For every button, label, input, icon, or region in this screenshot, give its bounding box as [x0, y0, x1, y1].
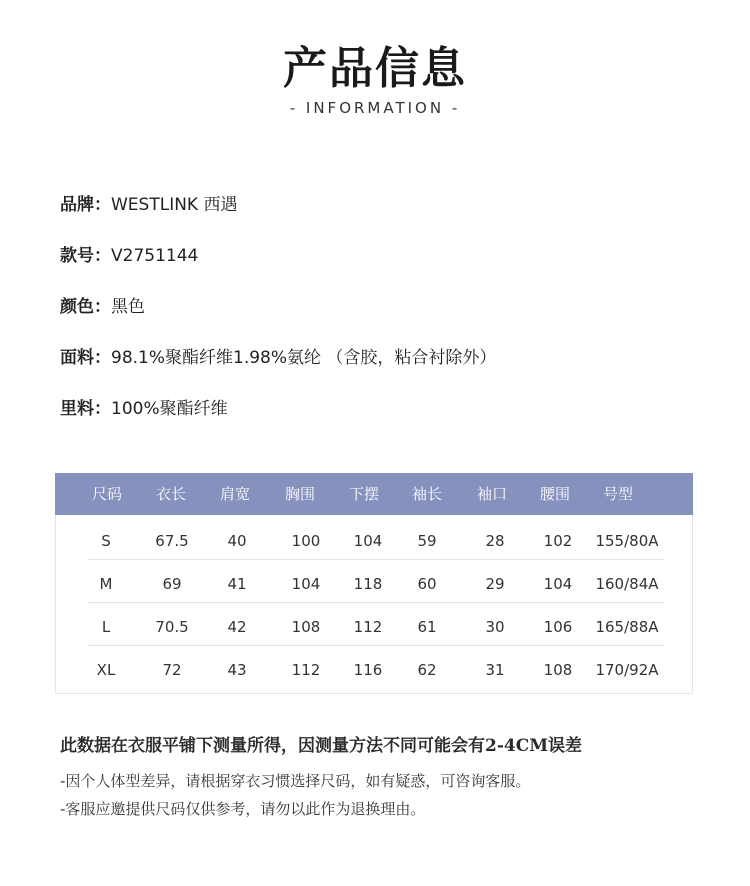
info-fabric-value: 98.1%聚酯纤维1.98%氨纶 （含胶，粘合衬除外） [111, 348, 497, 368]
table-cell: M [99, 575, 113, 593]
table-cell: 30 [485, 618, 505, 636]
table-cell: 41 [227, 575, 247, 593]
table-cell: 165/88A [595, 618, 659, 636]
header-fit-code: 号型 [602, 485, 633, 503]
table-cell: S [101, 532, 111, 550]
table-cell: 69 [162, 575, 182, 593]
header-size: 尺码 [91, 485, 122, 503]
table-cell: L [101, 618, 111, 636]
table-cell: 104 [353, 532, 383, 550]
info-color-value: 黑色 [111, 297, 145, 317]
header-waist: 腰围 [539, 485, 570, 503]
table-cell: 102 [543, 532, 573, 550]
table-cell: 100 [291, 532, 321, 550]
table-cell: 104 [291, 575, 321, 593]
header-shoulder: 肩宽 [219, 485, 250, 503]
info-brand [60, 194, 237, 216]
table-cell: 106 [543, 618, 573, 636]
table-cell: 104 [543, 575, 573, 593]
note-line-fit: -因个人体型差异，请根据穿衣习惯选择尺码，如有疑惑，可咨询客服。 [60, 772, 531, 790]
info-lining [60, 398, 228, 420]
header-sleeve-length: 袖长 [411, 485, 442, 503]
table-cell: 72 [162, 661, 182, 679]
info-color-label: 颜色： [60, 297, 111, 317]
table-cell: 160/84A [595, 575, 659, 593]
table-cell: 70.5 [155, 618, 189, 636]
table-row [88, 603, 664, 646]
table-cell: 28 [485, 532, 505, 550]
info-style-number-value: V2751144 [111, 246, 199, 266]
table-cell: 108 [291, 618, 321, 636]
header-cuff: 袖口 [476, 485, 507, 503]
size-table-header [55, 473, 693, 515]
size-table [55, 473, 693, 694]
info-fabric-label: 面料： [60, 348, 111, 368]
table-cell: XL [96, 661, 116, 679]
measurement-note: 此数据在衣服平铺下测量所得，因测量方法不同可能会有2-4CM误差 [60, 736, 583, 756]
table-cell: 118 [353, 575, 383, 593]
table-cell: 43 [227, 661, 247, 679]
table-cell: 170/92A [595, 661, 659, 679]
table-cell: 29 [485, 575, 505, 593]
header-chest: 胸围 [284, 485, 315, 503]
info-style-number [60, 245, 198, 267]
header-length: 衣长 [155, 485, 186, 503]
table-cell: 60 [417, 575, 437, 593]
info-lining-value: 100%聚酯纤维 [111, 399, 228, 419]
table-cell: 112 [291, 661, 321, 679]
table-row [88, 646, 664, 689]
note-line-disclaimer: -客服应邀提供尺码仅供参考，请勿以此作为退换理由。 [60, 800, 426, 818]
table-cell: 62 [417, 661, 437, 679]
page-title: 产品信息 [283, 43, 467, 94]
table-row [88, 517, 664, 560]
info-brand-value: WESTLINK 西遇 [111, 195, 238, 215]
page-subtitle: - INFORMATION - [289, 99, 461, 117]
table-cell: 59 [417, 532, 437, 550]
table-cell: 108 [543, 661, 573, 679]
table-cell: 61 [417, 618, 437, 636]
info-style-number-label: 款号： [60, 246, 111, 266]
table-row [88, 560, 664, 603]
info-lining-label: 里料： [60, 399, 111, 419]
table-cell: 31 [485, 661, 505, 679]
table-cell: 155/80A [595, 532, 659, 550]
info-brand-label: 品牌： [60, 195, 111, 215]
table-cell: 40 [227, 532, 247, 550]
table-cell: 42 [227, 618, 247, 636]
table-cell: 116 [353, 661, 383, 679]
info-color [60, 296, 145, 318]
info-fabric [60, 347, 496, 369]
table-cell: 112 [353, 618, 383, 636]
table-cell: 67.5 [155, 532, 189, 550]
header-hem: 下摆 [348, 485, 379, 503]
